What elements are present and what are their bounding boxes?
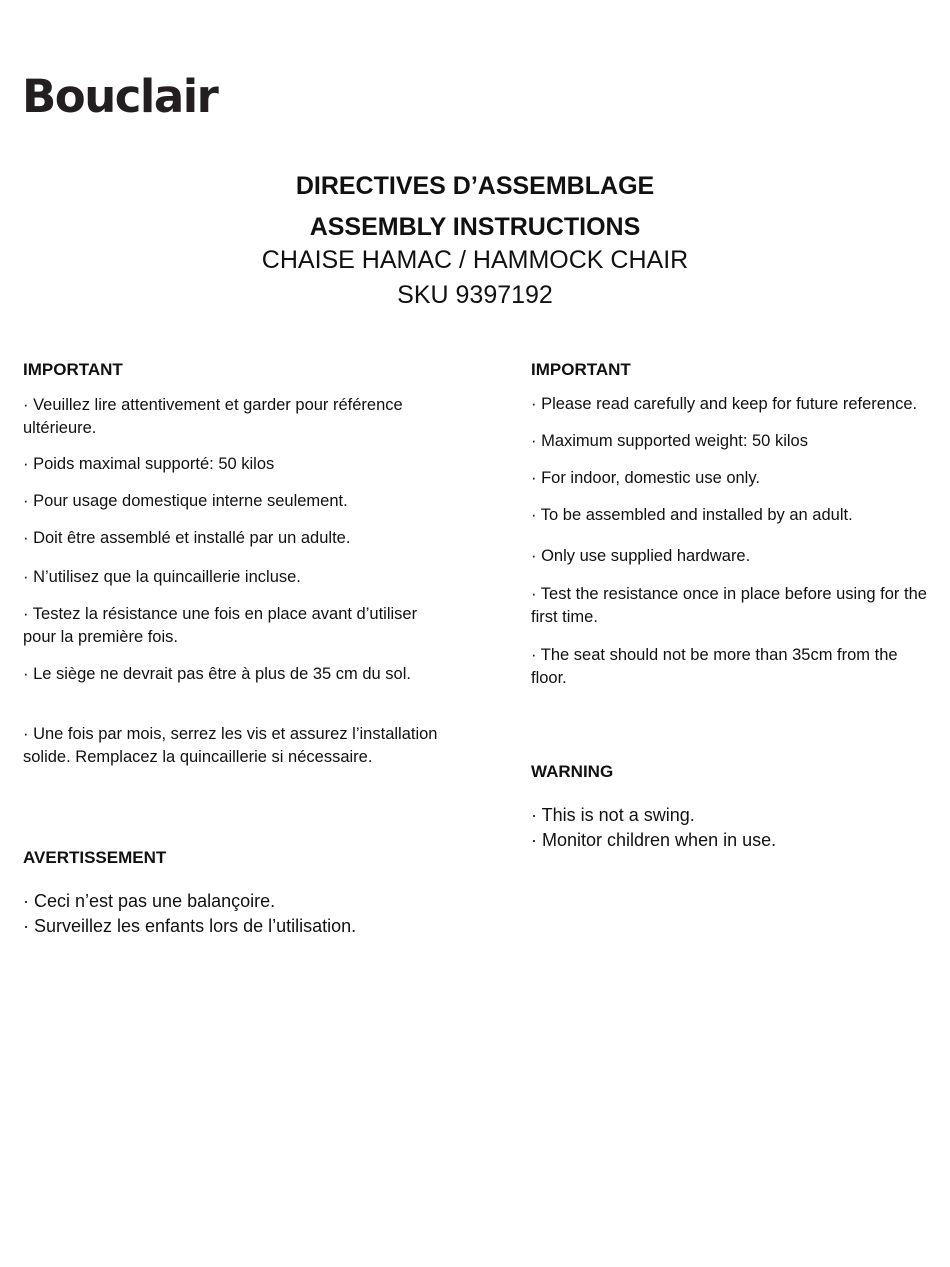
en-item: · Test the resistance once in place before using for the first time. xyxy=(531,585,927,626)
fr-item: · Poids maximal supporté: 50 kilos xyxy=(23,455,275,473)
product-name: CHAISE HAMAC / HAMMOCK CHAIR xyxy=(261,246,689,274)
title-fr: DIRECTIVES D’ASSEMBLAGE xyxy=(295,172,655,200)
fr-item: · Veuillez lire attentivement et garder pour référence ultérieure. xyxy=(23,396,403,437)
fr-item: · Doit être assemblé et installé par un adulte. xyxy=(23,529,351,547)
en-item: · The seat should not be more than 35cm from the floor. xyxy=(531,646,898,687)
en-warning-heading: WARNING xyxy=(531,762,614,781)
en-item: · For indoor, domestic use only. xyxy=(531,469,760,487)
en-item: · Maximum supported weight: 50 kilos xyxy=(531,432,808,450)
en-important-heading: IMPORTANT xyxy=(531,360,631,379)
fr-warning-item: · Ceci n’est pas une balançoire. xyxy=(23,891,276,911)
brand-logo: Bouclair xyxy=(22,70,218,123)
fr-important-heading: IMPORTANT xyxy=(23,360,123,379)
fr-warning-heading: AVERTISSEMENT xyxy=(23,848,167,867)
fr-item: · Le siège ne devrait pas être à plus de 35 cm du sol. xyxy=(23,665,411,683)
fr-item: · Une fois par mois, serrez les vis et assurez l’installation solide. Remplacez la quincaillerie si nécessaire. xyxy=(23,725,438,766)
fr-item: · N’utilisez que la quincaillerie incluse. xyxy=(23,568,301,586)
sku: SKU 9397192 xyxy=(397,281,553,309)
en-item: · Only use supplied hardware. xyxy=(531,547,751,565)
en-item: · To be assembled and installed by an adult. xyxy=(531,506,853,524)
fr-item: · Pour usage domestique interne seulement. xyxy=(23,492,348,510)
en-warning-item: · This is not a swing. xyxy=(531,805,695,825)
fr-warning-item: · Surveillez les enfants lors de l’utilisation. xyxy=(23,916,357,936)
fr-item: · Testez la résistance une fois en place avant d’utiliser pour la première fois. xyxy=(23,605,418,646)
en-item: · Please read carefully and keep for future reference. xyxy=(531,395,918,413)
en-warning-item: · Monitor children when in use. xyxy=(531,830,777,850)
title-en: ASSEMBLY INSTRUCTIONS xyxy=(309,213,641,241)
